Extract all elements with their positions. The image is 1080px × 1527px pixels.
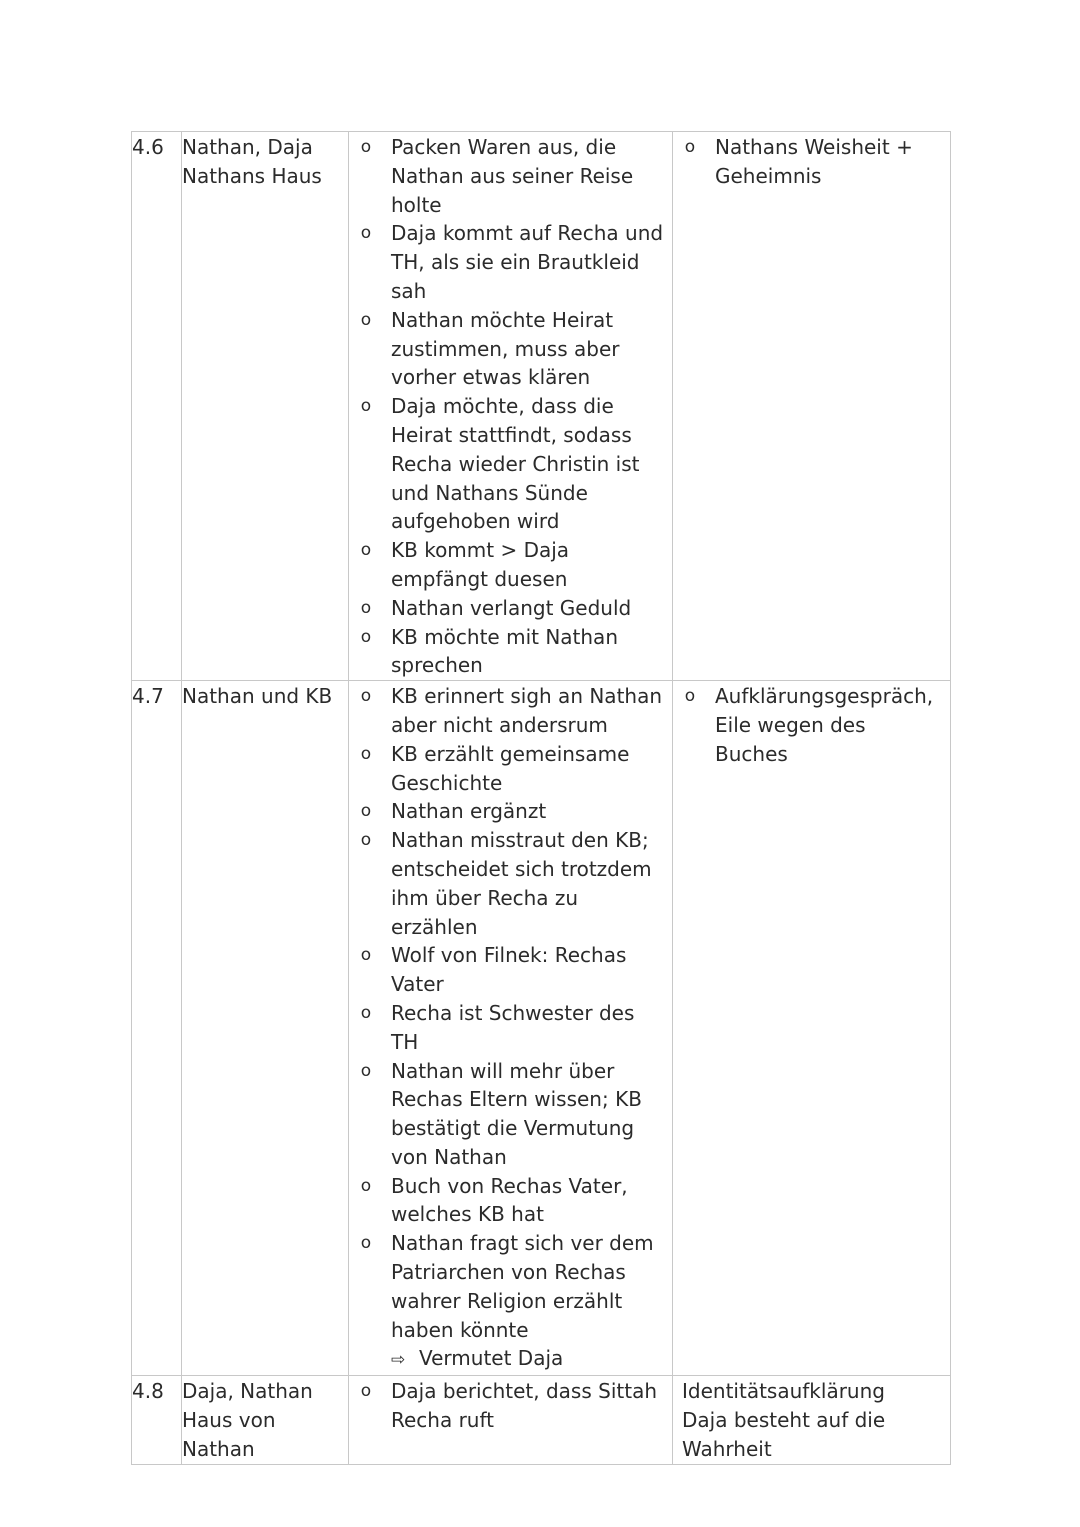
list-item: o KB möchte mit Nathan sprechen (360, 624, 618, 678)
list-item: o Nathan verlangt Geduld (349, 594, 672, 623)
list-item: o Packen Waren aus, die Nathan aus seiner Reise holte (360, 135, 634, 217)
list-item: o Nathan fragt sich ver dem Patriarchen von Rechas wahrer Religion erzählt haben könnte (360, 1231, 654, 1342)
scene-summary (673, 681, 951, 1376)
circle-bullet-icon: o (360, 223, 372, 244)
circle-bullet-icon: o (360, 597, 372, 618)
scene-number: 4.7 (132, 681, 182, 1376)
circle-bullet-icon: o (684, 137, 696, 157)
scene-events (349, 132, 673, 681)
circle-bullet-icon: o (360, 1233, 372, 1254)
list-item: o KB erzählt gemeinsame Geschichte (360, 741, 630, 795)
circle-bullet-icon: o (360, 945, 372, 966)
scene-persons (182, 1376, 349, 1464)
summary-line: Identitätsaufklärung (682, 1379, 885, 1404)
table-row (132, 681, 951, 1376)
scene-number: 4.6 (132, 132, 182, 681)
list-item: o Wolf von Filnek: Rechas Vater (360, 943, 627, 997)
person-line: Nathan und KB (182, 684, 333, 709)
scene-table (131, 131, 951, 1465)
list-item: o Recha ist Schwester des TH (360, 1000, 635, 1054)
arrow-note: ⇨ Vermutet Daja (349, 1344, 672, 1375)
table-row (132, 132, 951, 681)
right-arrow-icon: ⇨ (391, 1350, 406, 1371)
list-item: o KB kommt > Daja empfängt duesen (360, 538, 570, 591)
circle-bullet-icon: o (360, 137, 372, 157)
circle-bullet-icon: o (360, 830, 372, 851)
circle-bullet-icon: o (360, 1381, 372, 1402)
list-item: o Daja möchte, dass die Heirat stattfindt, sodass Recha wieder Christin ist und Nathans Sünde aufgehoben wird (360, 394, 640, 534)
person-line: Daja, Nathan (182, 1379, 313, 1404)
list-item: o Nathan möchte Heirat zustimmen, muss aber vorher etwas klären (360, 307, 620, 390)
table-row (132, 1376, 951, 1464)
person-line: Nathan, Daja (182, 135, 313, 159)
circle-bullet-icon: o (360, 686, 372, 707)
summary-line: Wahrheit (682, 1436, 772, 1461)
circle-bullet-icon: o (360, 1175, 372, 1196)
location-line: Haus von (182, 1408, 276, 1433)
list-item: o Nathan will mehr über Rechas Eltern wissen; KB bestätigt die Vermutung von Nathan (360, 1058, 642, 1169)
location-line: Nathan (182, 1436, 255, 1461)
circle-bullet-icon: o (684, 686, 696, 707)
scene-summary (673, 132, 951, 681)
list-item: o Aufklärungsgespräch, Eile wegen des Buches (684, 684, 934, 766)
scene-number: 4.8 (132, 1376, 182, 1464)
list-item: o KB erinnert sigh an Nathan aber nicht andersrum (360, 684, 663, 737)
circle-bullet-icon: o (360, 396, 372, 417)
scene-events (349, 1376, 673, 1464)
scene-summary (673, 1376, 951, 1464)
circle-bullet-icon: o (360, 309, 372, 330)
circle-bullet-icon: o (360, 743, 372, 764)
scene-persons (182, 132, 349, 681)
circle-bullet-icon: o (360, 801, 372, 822)
list-item: o Daja kommt auf Recha und TH, als sie ein Brautkleid sah (360, 221, 664, 303)
location-line: Nathans Haus (182, 163, 322, 188)
scene-events (349, 681, 673, 1376)
summary-line: Daja besteht auf die (682, 1408, 886, 1433)
list-item: o Nathan misstraut den KB; entscheidet sich trotzdem ihm über Recha zu erzählen (360, 828, 652, 939)
circle-bullet-icon: o (360, 540, 372, 561)
list-item: o Daja berichtet, dass Sittah Recha ruft (360, 1379, 657, 1433)
list-item: o Nathan ergänzt (349, 797, 672, 826)
scene-persons (182, 681, 349, 1376)
circle-bullet-icon: o (360, 626, 372, 647)
circle-bullet-icon: o (360, 1002, 372, 1023)
circle-bullet-icon: o (360, 1060, 372, 1081)
list-item: o Nathans Weisheit + Geheimnis (684, 135, 913, 188)
list-item: o Buch von Rechas Vater, welches KB hat (360, 1173, 628, 1227)
